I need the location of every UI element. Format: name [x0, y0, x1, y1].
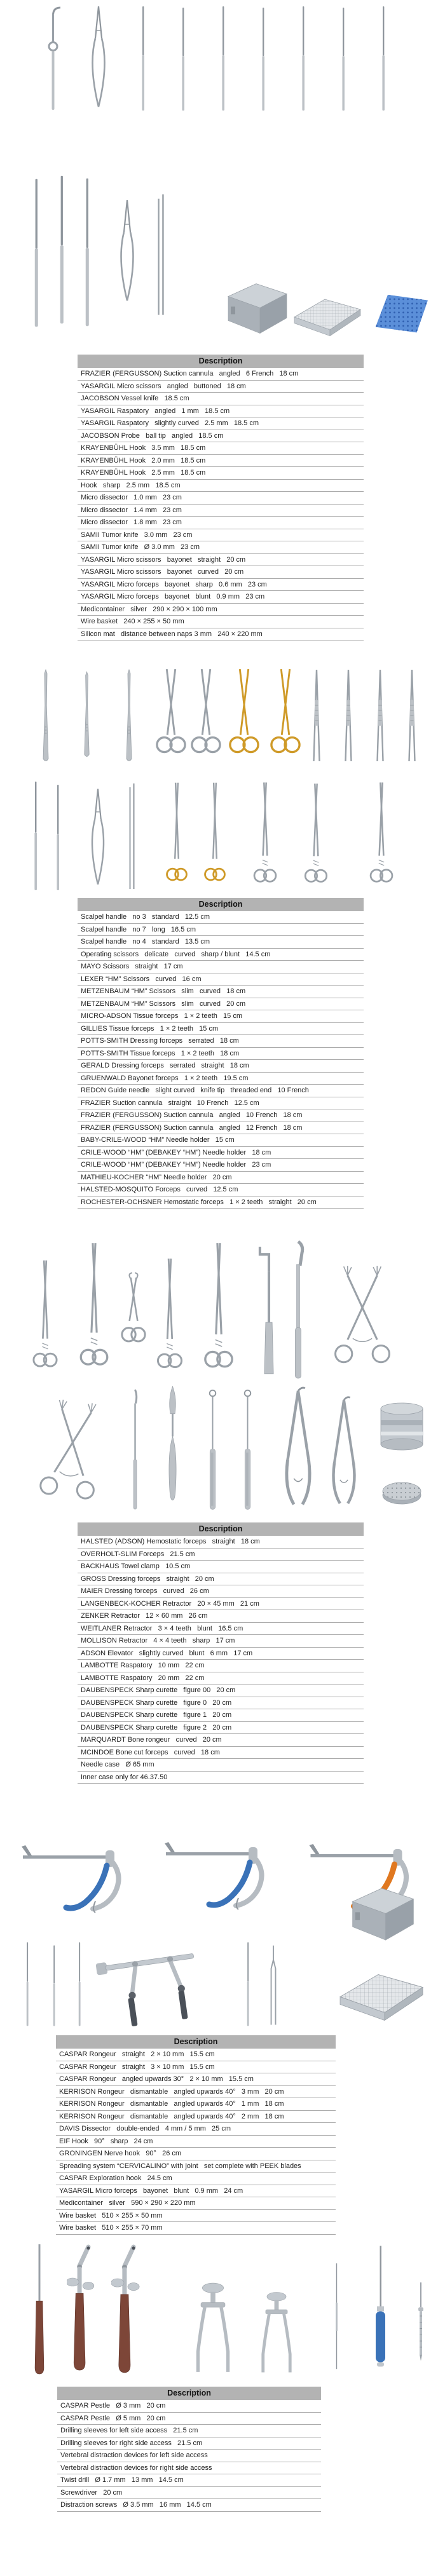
- table-row: Wire basket 510 × 255 × 50 mm: [56, 2210, 336, 2223]
- langenbeck-retractor-illustration: [254, 1245, 281, 1380]
- table-row: MICRO-ADSON Tissue forceps 1 × 2 teeth 15 cm: [78, 1010, 364, 1023]
- table-row: POTTS-SMITH Dressing forceps serrated 18 cm: [78, 1035, 364, 1048]
- table-body: [78, 368, 364, 641]
- eif-hook-illustration: [51, 1944, 57, 2027]
- table-row: YASARGIL Micro forceps bayonet blunt 0.9 mm 24 cm: [56, 2185, 336, 2198]
- table-row: CRILE-WOOD “HM” (DEBAKEY “HM”) Needle holder 23 cm: [78, 1159, 364, 1172]
- table-row: YASARGIL Micro scissors bayonet straight 20 cm: [78, 554, 364, 567]
- table-row: Vertebral distraction devices for left side access: [57, 2450, 321, 2462]
- vertebral-distraction-device-illustration: [245, 2289, 308, 2376]
- caspar-pestle-illustration: [32, 2244, 47, 2376]
- table-row: HALSTED-MOSQUITO Forceps curved 12.5 cm: [78, 1184, 364, 1196]
- hook-illustration: [300, 5, 306, 112]
- drilling-sleeve-illustration: [111, 2244, 151, 2379]
- table-row: CASPAR Pestle Ø 3 mm 20 cm: [57, 2400, 321, 2413]
- table-header: Description: [78, 898, 364, 911]
- table-row: KRAYENBÜHL Hook 2.0 mm 18.5 cm: [78, 455, 364, 468]
- table-row: DAUBENSPECK Sharp curette figure 00 20 cm: [78, 1685, 364, 1697]
- table-row: CASPAR Rongeur straight 2 × 10 mm 15.5 cm: [56, 2049, 336, 2061]
- instrument-table-5: [57, 2387, 321, 2512]
- table-row: Hook sharp 2.5 mm 18.5 cm: [78, 480, 364, 492]
- table-row: EIF Hook 90° sharp 24 cm: [56, 2136, 336, 2148]
- table-header: Description: [56, 2035, 336, 2049]
- caspar-rongeur-illustration: [16, 1806, 143, 1933]
- hemostatic-forceps-illustration: [366, 780, 397, 893]
- table-row: CASPAR Pestle Ø 5 mm 20 cm: [57, 2413, 321, 2425]
- table-row: YASARGIL Raspatory angled 1 mm 18.5 cm: [78, 405, 364, 418]
- tc-scissors-illustration: [229, 666, 259, 765]
- table-row: ZENKER Retractor 12 × 60 mm 26 cm: [78, 1610, 364, 1623]
- table-row: Micro dissector 1.8 mm 23 cm: [78, 517, 364, 529]
- table-row: DAUBENSPECK Sharp curette figure 0 20 cm: [78, 1697, 364, 1710]
- table-row: MCINDOE Bone cut forceps curved 18 cm: [78, 1747, 364, 1759]
- table-row: CRILE-WOOD “HM” (DEBAKEY “HM”) Needle holder 18 cm: [78, 1147, 364, 1160]
- table-row: KERRISON Rongeur dismantable angled upwards 40° 3 mm 20 cm: [56, 2086, 336, 2099]
- table-row: Vertebral distraction devices for right side access: [57, 2462, 321, 2475]
- probe-illustration: [220, 5, 226, 112]
- table-row: LANGENBECK-KOCHER Retractor 20 × 45 mm 21 cm: [78, 1598, 364, 1611]
- table-row: FRAZIER (FERGUSSON) Suction cannula angled 10 French 18 cm: [78, 1109, 364, 1122]
- table-row: METZENBAUM “HM” Scissors slim curved 18 cm: [78, 986, 364, 998]
- table-row: Operating scissors delicate curved sharp / blunt 14.5 cm: [78, 949, 364, 961]
- table-row: KERRISON Rongeur dismantable angled upwards 40° 1 mm 18 cm: [56, 2098, 336, 2111]
- table-row: MAIER Dressing forceps curved 26 cm: [78, 1585, 364, 1598]
- vessel-knife-illustration: [140, 5, 146, 112]
- hook-illustration: [260, 6, 266, 112]
- table-row: Wire basket 510 × 255 × 70 mm: [56, 2222, 336, 2235]
- table-row: YASARGIL Micro scissors bayonet curved 20 cm: [78, 566, 364, 579]
- table-row: JACOBSON Probe ball tip angled 18.5 cm: [78, 430, 364, 443]
- hook-illustration: [340, 6, 346, 112]
- table-row: GILLIES Tissue forceps 1 × 2 teeth 15 cm: [78, 1023, 364, 1036]
- table-row: YASARGIL Micro forceps bayonet sharp 0.6 mm 23 cm: [78, 579, 364, 592]
- dressing-forceps-illustration: [156, 1256, 184, 1380]
- table-header: Description: [78, 355, 364, 368]
- table-row: Screwdriver 20 cm: [57, 2487, 321, 2500]
- sharp-curette-illustration: [242, 1388, 254, 1515]
- table-body: [56, 2049, 336, 2235]
- twist-drill-illustration: [334, 2263, 339, 2370]
- table-row: GRUENWALD Bayonet forceps 1 × 2 teeth 19.5 cm: [78, 1073, 364, 1085]
- nerve-hook-illustration: [76, 1941, 83, 2027]
- table-row: MAYO Scissors straight 17 cm: [78, 961, 364, 973]
- table-row: KRAYENBÜHL Hook 3.5 mm 18.5 cm: [78, 442, 364, 455]
- table-row: Medicontainer silver 590 × 290 × 220 mm: [56, 2197, 336, 2210]
- raspatory-illustration: [180, 6, 186, 112]
- drilling-sleeve-illustration: [67, 2244, 105, 2376]
- table-row: MATHIEU-KOCHER “HM” Needle holder 20 cm: [78, 1172, 364, 1184]
- needle-holder-illustration: [203, 780, 226, 893]
- table-row: Inner case only for 46.37.50: [78, 1772, 364, 1784]
- instrument-set-1-images: [25, 5, 420, 119]
- instrument-set-3-images-row2: [19, 1385, 432, 1517]
- table-row: YASARGIL Micro forceps bayonet blunt 0.9 mm 23 cm: [78, 591, 364, 604]
- needle-holder-illustration: [165, 780, 188, 893]
- table-row: REDON Guide needle slight curved knife tip threaded end 10 French: [78, 1085, 364, 1097]
- lambotte-raspatory-illustration: [165, 1385, 180, 1516]
- sharp-curette-illustration: [207, 1388, 219, 1515]
- maier-forceps-illustration: [203, 1240, 234, 1381]
- table-row: Needle case Ø 65 mm: [78, 1759, 364, 1772]
- bone-cut-forceps-illustration: [324, 1395, 364, 1514]
- instrument-set-2-images: [29, 666, 423, 766]
- table-body: [78, 1536, 364, 1784]
- table-row: YASARGIL Raspatory slightly curved 2.5 mm 18.5 cm: [78, 417, 364, 430]
- table-row: JACOBSON Vessel knife 18.5 cm: [78, 393, 364, 405]
- scalpel-handle-illustration: [83, 666, 91, 764]
- instrument-set-1-images-row2: [19, 170, 432, 348]
- wire-basket-illustration: [334, 1960, 429, 2024]
- inner-case-illustration: [381, 1477, 422, 1509]
- table-row: DAUBENSPECK Sharp curette figure 2 20 cm: [78, 1722, 364, 1735]
- guide-needle-illustration: [32, 780, 39, 891]
- bayonet-scissors-illustration: [114, 189, 140, 316]
- table-row: Spreading system “CERVICALINO” with joint set complete with PEEK blades: [56, 2160, 336, 2173]
- bone-rongeur-illustration: [277, 1385, 320, 1516]
- dressing-forceps-illustration: [407, 668, 417, 764]
- suction-cannula-pair-illustration: [127, 783, 137, 891]
- instrument-table-4: [56, 2035, 336, 2235]
- table-row: Medicontainer silver 290 × 290 × 100 mm: [78, 604, 364, 616]
- operating-scissors-illustration: [156, 666, 186, 765]
- table-row: GRONINGEN Nerve hook 90° 26 cm: [56, 2148, 336, 2160]
- table-row: GROSS Dressing forceps straight 20 cm: [78, 1573, 364, 1586]
- mollison-retractor-illustration: [31, 1388, 112, 1515]
- vertebral-distraction-device-illustration: [178, 2279, 248, 2376]
- tissue-forceps-illustration: [343, 668, 353, 764]
- table-row: Silicon mat distance between naps 3 mm 240 × 220 mm: [78, 628, 364, 641]
- table-row: FRAZIER (FERGUSSON) Suction cannula angled 6 French 18 cm: [78, 368, 364, 381]
- table-row: METZENBAUM “HM” Scissors slim curved 20 cm: [78, 998, 364, 1011]
- micro-scissors-illustration: [86, 5, 111, 113]
- table-row: LAMBOTTE Raspatory 10 mm 22 cm: [78, 1660, 364, 1672]
- suction-cannula-illustration: [54, 783, 62, 891]
- bayonet-forceps-illustration: [86, 787, 110, 891]
- instrument-table-3: [78, 1522, 364, 1784]
- table-row: SAMII Tumor knife 3.0 mm 23 cm: [78, 529, 364, 542]
- table-row: KRAYENBÜHL Hook 2.5 mm 18.5 cm: [78, 467, 364, 480]
- zenker-retractor-illustration: [289, 1240, 307, 1383]
- table-row: ADSON Elevator slightly curved blunt 6 mm 17 cm: [78, 1648, 364, 1660]
- exploration-hook-illustration: [245, 1941, 251, 2027]
- table-row: FRAZIER Suction cannula straight 10 French 12.5 cm: [78, 1097, 364, 1110]
- table-row: GERALD Dressing forceps serrated straight 18 cm: [78, 1060, 364, 1073]
- table-row: Micro dissector 1.0 mm 23 cm: [78, 492, 364, 505]
- medicontainer-illustration: [343, 1884, 423, 1944]
- needle-case-illustration: [378, 1401, 425, 1452]
- table-row: CASPAR Rongeur angled upwards 30° 2 × 10 mm 15.5 cm: [56, 2073, 336, 2086]
- instrument-table-2: [78, 898, 364, 1209]
- instrument-set-5-images: [19, 2244, 432, 2379]
- micro-dissector-illustration: [32, 177, 41, 329]
- hemostatic-forceps-illustration: [32, 1258, 58, 1379]
- table-body: [78, 911, 364, 1209]
- tc-scissors-illustration: [270, 666, 301, 765]
- table-row: LEXER “HM” Scissors curved 16 cm: [78, 973, 364, 986]
- table-row: CASPAR Rongeur straight 3 × 10 mm 15.5 cm: [56, 2061, 336, 2074]
- cervicalino-spreader-illustration: [90, 1936, 228, 2036]
- table-row: DAVIS Dissector double-ended 4 mm / 5 mm 25 cm: [56, 2123, 336, 2136]
- towel-clamp-illustration: [121, 1271, 146, 1352]
- instrument-set-2-images-row2: [22, 780, 429, 895]
- medicontainer-illustration: [219, 278, 296, 339]
- table-row: BABY-CRILE-WOOD “HM” Needle holder 15 cm: [78, 1134, 364, 1147]
- table-row: MARQUARDT Bone rongeur curved 20 cm: [78, 1734, 364, 1747]
- adson-elevator-illustration: [130, 1388, 140, 1513]
- table-row: LAMBOTTE Raspatory 20 mm 22 cm: [78, 1672, 364, 1685]
- needle-holder-illustration: [251, 780, 279, 893]
- table-row: Scalpel handle no 4 standard 13.5 cm: [78, 936, 364, 949]
- hook-illustration: [380, 5, 387, 112]
- table-row: YASARGIL Micro scissors angled buttoned 18 cm: [78, 381, 364, 393]
- overholt-forceps-illustration: [79, 1240, 109, 1379]
- tissue-forceps-illustration: [312, 668, 322, 764]
- table-row: Drilling sleeves for right side access 21.5 cm: [57, 2437, 321, 2450]
- instrument-table-1: [78, 355, 364, 641]
- suction-cannula-illustration: [43, 5, 62, 113]
- table-row: Scalpel handle no 7 long 16.5 cm: [78, 924, 364, 937]
- table-row: BACKHAUS Towel clamp 10.5 cm: [78, 1561, 364, 1573]
- mayo-scissors-illustration: [191, 666, 221, 765]
- table-row: HALSTED (ADSON) Hemostatic forceps straight 18 cm: [78, 1536, 364, 1549]
- screwdriver-illustration: [372, 2244, 390, 2375]
- silicon-mat-illustration: [366, 285, 432, 339]
- micro-dissector-illustration: [57, 170, 66, 329]
- scalpel-handle-illustration: [124, 668, 134, 764]
- table-header: Description: [57, 2387, 321, 2400]
- davis-dissector-illustration: [24, 1941, 31, 2027]
- table-row: WEITLANER Retractor 3 × 4 teeth blunt 16.5 cm: [78, 1623, 364, 1636]
- weitlaner-retractor-illustration: [327, 1256, 397, 1378]
- scalpel-handle-illustration: [41, 668, 50, 764]
- kerrison-rongeur-illustration: [159, 1803, 286, 1930]
- table-row: OVERHOLT-SLIM Forceps 21.5 cm: [78, 1549, 364, 1561]
- table-row: MOLLISON Retractor 4 × 4 teeth sharp 17 cm: [78, 1635, 364, 1648]
- wire-basket-illustration: [289, 288, 366, 339]
- table-row: SAMII Tumor knife Ø 3.0 mm 23 cm: [78, 541, 364, 554]
- table-row: Scalpel handle no 3 standard 12.5 cm: [78, 911, 364, 924]
- mosquito-forceps-illustration: [302, 782, 330, 893]
- table-row: Wire basket 240 × 255 × 50 mm: [78, 616, 364, 628]
- distraction-screw-illustration: [416, 2282, 425, 2376]
- table-row: DAUBENSPECK Sharp curette figure 1 20 cm: [78, 1709, 364, 1722]
- table-row: ROCHESTER-OCHSNER Hemostatic forceps 1 × 2 teeth straight 20 cm: [78, 1196, 364, 1209]
- bayonet-forceps-illustration: [267, 1944, 280, 2027]
- micro-forceps-illustration: [156, 183, 166, 329]
- table-row: POTTS-SMITH Tissue forceps 1 × 2 teeth 18 cm: [78, 1048, 364, 1061]
- table-row: Distraction screws Ø 3.5 mm 16 mm 14.5 cm: [57, 2499, 321, 2512]
- table-row: Drilling sleeves for left side access 21.5 cm: [57, 2425, 321, 2437]
- table-row: Micro dissector 1.4 mm 23 cm: [78, 505, 364, 517]
- tumor-knife-illustration: [83, 175, 92, 329]
- table-row: FRAZIER (FERGUSSON) Suction cannula angled 12 French 18 cm: [78, 1122, 364, 1135]
- table-row: KERRISON Rongeur dismantable angled upwards 40° 2 mm 18 cm: [56, 2111, 336, 2124]
- table-row: CASPAR Exploration hook 24.5 cm: [56, 2173, 336, 2185]
- table-header: Description: [78, 1522, 364, 1536]
- table-body: [57, 2400, 321, 2512]
- dressing-forceps-illustration: [375, 668, 385, 764]
- instrument-set-3-images: [19, 1240, 432, 1383]
- table-row: Twist drill Ø 1.7 mm 13 mm 14.5 cm: [57, 2474, 321, 2487]
- instrument-set-4-images-row2: [13, 1941, 439, 2030]
